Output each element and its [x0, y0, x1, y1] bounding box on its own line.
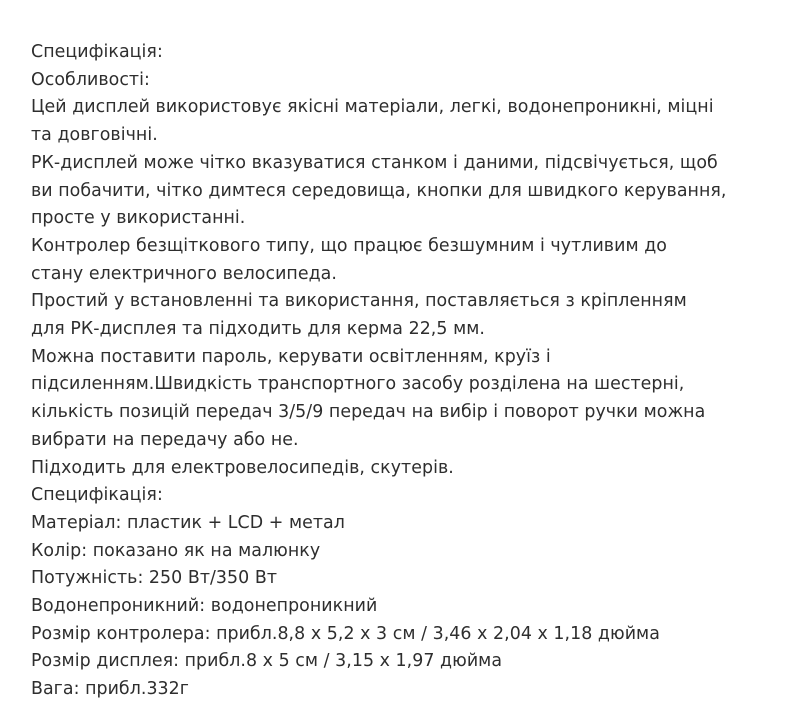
- text-line: Цей дисплей використовує якісні матеріали, легкі, водонепроникні, міцні: [31, 97, 714, 118]
- product-description: [31, 39, 771, 704]
- spec-material: Матеріал: пластик + LCD + метал: [31, 512, 345, 533]
- text-line: ви побачити, чітко димтеся середовища, кнопки для швидкого керування,: [31, 180, 727, 201]
- text-line: Можна поставити пароль, керувати освітленням, круїз і: [31, 346, 551, 367]
- text-line: для РК-дисплея та підходить для керма 22,5 мм.: [31, 319, 485, 340]
- spec-weight: Вага: прибл.332г: [31, 679, 189, 700]
- text-line: Простий у встановленні та використання, поставляється з кріпленням: [31, 291, 687, 312]
- text-line: вибрати на передачу або не.: [31, 429, 299, 450]
- text-line: Контролер безщіткового типу, що працює безшумним і чутливим до: [31, 235, 667, 256]
- spec-power: Потужність: 250 Вт/350 Вт: [31, 568, 278, 589]
- spec-display-size: Розмір дисплея: прибл.8 x 5 см / 3,15 x 1,97 дюйма: [31, 651, 503, 672]
- text-line: РК-дисплей може чітко вказуватися станком і даними, підсвічується, щоб: [31, 152, 718, 173]
- heading-specification-2: Специфікація:: [31, 485, 163, 506]
- heading-features: Особливості:: [31, 69, 150, 90]
- text-line: Підходить для електровелосипедів, скутерів.: [31, 457, 454, 478]
- text-line: та довговічні.: [31, 125, 158, 146]
- spec-waterproof: Водонепроникний: водонепроникний: [31, 596, 378, 617]
- spec-controller-size: Розмір контролера: прибл.8,8 x 5,2 x 3 см / 3,46 x 2,04 x 1,18 дюйма: [31, 623, 660, 644]
- text-line: просте у використанні.: [31, 208, 246, 229]
- text-line: стану електричного велосипеда.: [31, 263, 337, 284]
- text-line: кількість позицій передач 3/5/9 передач на вибір і поворот ручки можна: [31, 402, 706, 423]
- text-line: підсиленням.Швидкість транспортного засобу розділена на шестерні,: [31, 374, 685, 395]
- heading-specification: Специфікація:: [31, 42, 163, 62]
- spec-color: Колір: показано як на малюнку: [31, 540, 321, 561]
